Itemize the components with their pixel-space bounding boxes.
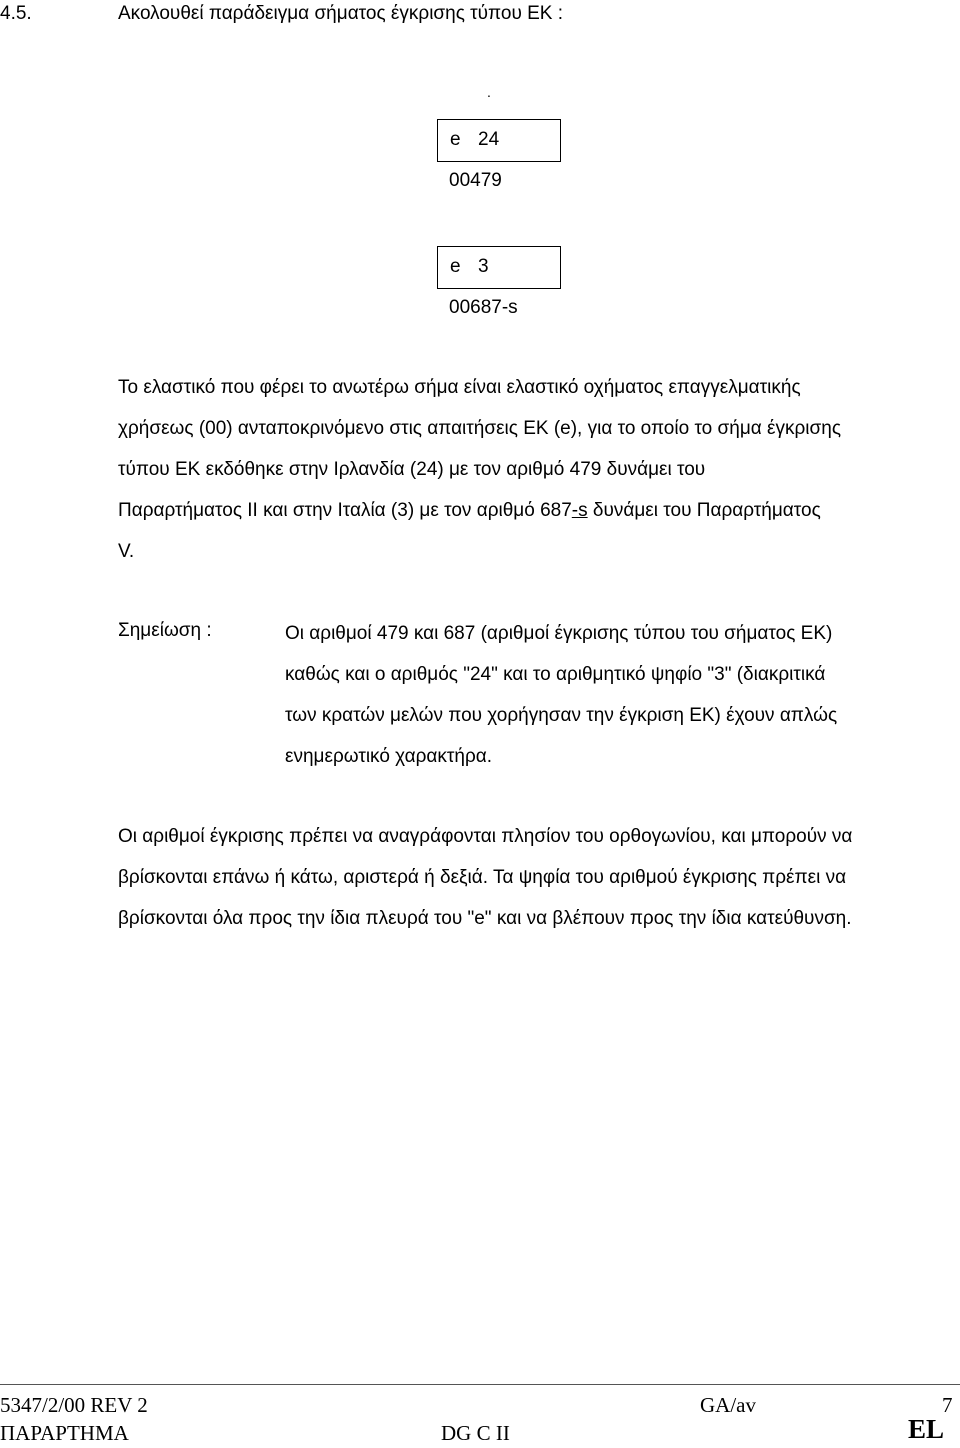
mark-country-code: 3 — [478, 256, 489, 277]
note-label: Σημείωση : — [118, 620, 212, 641]
footer-divider — [0, 1384, 960, 1385]
description-paragraph — [118, 367, 948, 572]
footer-language: EL — [908, 1414, 945, 1444]
note-line: ενημερωτικό χαρακτήρα. — [285, 746, 493, 767]
description-line: τύπου ΕΚ εκδόθηκε στην Ιρλανδία (24) με τον αριθμό 479 δυνάμει του — [118, 459, 706, 480]
section-title: Ακολουθεί παράδειγμα σήματος έγκρισης τύπου ΕΚ : — [118, 3, 564, 24]
note-line: των κρατών μελών που χορήγησαν την έγκριση ΕΚ) έχουν απλώς — [285, 705, 838, 726]
footer-dg: DG C II — [441, 1421, 510, 1445]
closing-line: βρίσκονται όλα προς την ίδια πλευρά του "e" και να βλέπουν προς την ίδια κατεύθυνση. — [118, 908, 852, 929]
footer-author: GA/av — [700, 1393, 756, 1417]
mark-letter: e — [450, 129, 461, 150]
note-line: καθώς και ο αριθμός "24" και το αριθμητικό ψηφίο "3" (διακριτικά — [285, 664, 826, 685]
underlined-suffix: -s — [571, 500, 588, 521]
approval-number-italy: 00687-s — [449, 297, 518, 318]
mark-letter: e — [450, 256, 461, 277]
approval-mark-box-italy — [437, 246, 561, 289]
footer-doc-ref: 5347/2/00 REV 2 — [0, 1393, 148, 1417]
closing-paragraph — [118, 816, 948, 939]
mark-dot: . — [487, 84, 491, 100]
section-number: 4.5. — [0, 3, 32, 24]
description-line: Το ελαστικό που φέρει το ανωτέρω σήμα είναι ελαστικό οχήματος επαγγελματικής — [118, 377, 801, 398]
footer-annex: ΠΑΡΑΡΤΗΜΑ — [0, 1421, 129, 1445]
note-text — [285, 613, 945, 777]
approval-mark-box-ireland — [437, 119, 561, 162]
closing-line: βρίσκονται επάνω ή κάτω, αριστερά ή δεξιά. Τα ψηφία του αριθμού έγκρισης πρέπει να — [118, 867, 847, 888]
note-line: Οι αριθμοί 479 και 687 (αριθμοί έγκρισης τύπου του σήματος ΕΚ) — [285, 623, 833, 644]
description-line: Παραρτήματος ΙΙ και στην Ιταλία (3) με τον αριθμό 687-s δυνάμει του Παραρτήματος — [118, 500, 821, 521]
footer-page-number: 7 — [942, 1393, 953, 1417]
description-line: χρήσεως (00) ανταποκρινόμενο στις απαιτήσεις ΕΚ (e), για το οποίο το σήμα έγκρισης — [118, 418, 841, 439]
approval-number-ireland: 00479 — [449, 170, 502, 191]
description-line: V. — [118, 541, 135, 562]
mark-country-code: 24 — [478, 129, 500, 150]
closing-line: Οι αριθμοί έγκρισης πρέπει να αναγράφονται πλησίον του ορθογωνίου, και μπορούν να — [118, 826, 853, 847]
